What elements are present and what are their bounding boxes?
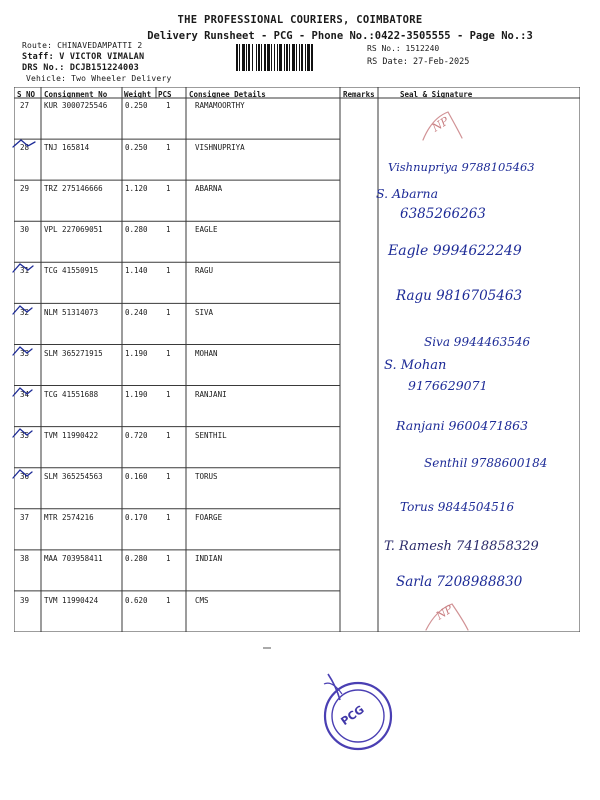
row-consignee: RAGU bbox=[195, 266, 214, 275]
row-sno: 27 bbox=[20, 101, 30, 110]
barcode-bar bbox=[307, 44, 310, 71]
barcode-bar bbox=[246, 44, 247, 71]
row-weight: 1.190 bbox=[125, 349, 148, 358]
row-weight: 0.250 bbox=[125, 101, 148, 110]
row-weight: 0.160 bbox=[125, 472, 148, 481]
row-weight: 0.250 bbox=[125, 143, 148, 152]
row-weight: 1.140 bbox=[125, 266, 148, 275]
barcode-bar bbox=[256, 44, 257, 71]
barcode-bar bbox=[274, 44, 275, 71]
row-sno: 36 bbox=[20, 472, 30, 481]
row-consignee: SENTHIL bbox=[195, 431, 227, 440]
row-pcs: 1 bbox=[166, 349, 171, 358]
handwritten-signature-36: Torus 9844504516 bbox=[400, 500, 515, 514]
barcode-bar bbox=[305, 44, 306, 71]
row-sno: 34 bbox=[20, 390, 30, 399]
barcode-bar bbox=[277, 44, 278, 71]
vehicle-label: Vehicle: Two Wheeler Delivery bbox=[26, 74, 172, 83]
row-pcs: 1 bbox=[166, 513, 171, 522]
row-pcs: 1 bbox=[166, 184, 171, 193]
row-consignee: ABARNA bbox=[195, 184, 223, 193]
row-weight: 0.240 bbox=[125, 308, 148, 317]
barcode-bar bbox=[292, 44, 295, 71]
barcode-bar bbox=[264, 44, 266, 71]
row-pcs: 1 bbox=[166, 431, 171, 440]
row-consignment: KUR 3000725546 bbox=[44, 101, 108, 110]
column-header-remarks: Remarks bbox=[343, 90, 375, 99]
row-consignee: MOHAN bbox=[195, 349, 218, 358]
handwritten-signature-31: Ragu 9816705463 bbox=[396, 288, 523, 304]
row-sno: 35 bbox=[20, 431, 30, 440]
barcode-bar bbox=[258, 44, 260, 71]
row-pcs: 1 bbox=[166, 101, 171, 110]
barcode-bar bbox=[242, 44, 245, 71]
row-consignment: MAA 703958411 bbox=[44, 554, 103, 563]
barcode-bar bbox=[289, 44, 290, 71]
rs-date: RS Date: 27-Feb-2025 bbox=[367, 57, 470, 67]
row-consignment: NLM 51314073 bbox=[44, 308, 99, 317]
barcode-bar bbox=[301, 44, 303, 71]
row-consignment: TNJ 165814 bbox=[44, 143, 90, 152]
column-header-sno: S NO bbox=[17, 90, 36, 99]
handwritten-signature-33: S. Mohan bbox=[384, 358, 447, 373]
handwritten-signature-38: Sarla 7208988830 bbox=[396, 574, 523, 590]
handwritten-signature-30: Eagle 9994622249 bbox=[388, 243, 522, 259]
row-consignee: FOARGE bbox=[195, 513, 223, 522]
handwritten-signature-37: T. Ramesh 7418858329 bbox=[384, 539, 539, 554]
barcode-bar bbox=[236, 44, 238, 71]
staff-label: Staff: V VICTOR VIMALAN bbox=[22, 52, 145, 62]
row-consignment: SLM 365271915 bbox=[44, 349, 103, 358]
row-consignment: TCG 41550915 bbox=[44, 266, 99, 275]
row-pcs: 1 bbox=[166, 308, 171, 317]
barcode-bar bbox=[286, 44, 288, 71]
row-consignee: CMS bbox=[195, 596, 209, 605]
row-pcs: 1 bbox=[166, 596, 171, 605]
row-consignment: TCG 41551688 bbox=[44, 390, 99, 399]
row-weight: 0.280 bbox=[125, 554, 148, 563]
row-weight: 0.170 bbox=[125, 513, 148, 522]
stamp-label: PCG bbox=[338, 702, 367, 729]
handwritten-phone-33: 9176629071 bbox=[408, 378, 488, 393]
row-sno: 37 bbox=[20, 513, 30, 522]
row-weight: 0.620 bbox=[125, 596, 148, 605]
handwritten-phone-29: 6385266263 bbox=[400, 206, 486, 222]
handwritten-signature-28: Vishnupriya 9788105463 bbox=[388, 160, 535, 174]
barcode-bar bbox=[279, 44, 282, 71]
handwritten-signature-34: Ranjani 9600471863 bbox=[396, 418, 529, 433]
row-sno: 39 bbox=[20, 596, 30, 605]
row-consignment: TVM 11990422 bbox=[44, 431, 99, 440]
row-consignee: TORUS bbox=[195, 472, 218, 481]
row-pcs: 1 bbox=[166, 472, 171, 481]
barcode-bar bbox=[299, 44, 300, 71]
row-consignee: SIVA bbox=[195, 308, 214, 317]
row-consignee: VISHNUPRIYA bbox=[195, 143, 245, 152]
drs-number: DRS No.: DCJB151224003 bbox=[22, 63, 139, 73]
column-header-pcs: PCS bbox=[158, 90, 172, 99]
barcode-bar bbox=[271, 44, 272, 71]
row-consignment: MTR 2574216 bbox=[44, 513, 94, 522]
row-weight: 0.280 bbox=[125, 225, 148, 234]
handwritten-np-39: NP bbox=[433, 602, 456, 623]
row-weight: 0.720 bbox=[125, 431, 148, 440]
company-title: THE PROFESSIONAL COURIERS, COIMBATORE bbox=[177, 14, 423, 26]
row-consignee: RAMAMOORTHY bbox=[195, 101, 245, 110]
row-sno: 38 bbox=[20, 554, 30, 563]
row-consignee: EAGLE bbox=[195, 225, 218, 234]
row-sno: 29 bbox=[20, 184, 30, 193]
barcode bbox=[236, 44, 358, 71]
row-sno: 33 bbox=[20, 349, 30, 358]
row-weight: 1.120 bbox=[125, 184, 148, 193]
barcode-bar bbox=[261, 44, 262, 71]
runsheet-subtitle: Delivery Runsheet - PCG - Phone No.:0422-3505555 - Page No.:3 bbox=[147, 30, 533, 42]
handwritten-signature-35: Senthil 9788600184 bbox=[424, 456, 548, 470]
row-sno: 30 bbox=[20, 225, 30, 234]
column-header-consignee: Consignee Details bbox=[189, 90, 266, 99]
barcode-bar bbox=[252, 44, 253, 71]
row-pcs: 1 bbox=[166, 266, 171, 275]
row-consignment: TVM 11990424 bbox=[44, 596, 99, 605]
row-consignee: INDIAN bbox=[195, 554, 223, 563]
barcode-bar bbox=[311, 44, 313, 71]
row-consignment: SLM 365254563 bbox=[44, 472, 103, 481]
row-sno: 31 bbox=[20, 266, 30, 275]
row-consignee: RANJANI bbox=[195, 390, 227, 399]
route-label: Route: CHINAVEDAMPATTI 2 bbox=[22, 41, 143, 50]
handwritten-signature-29: S. Abarna bbox=[376, 186, 439, 201]
row-pcs: 1 bbox=[166, 390, 171, 399]
row-pcs: 1 bbox=[166, 554, 171, 563]
column-header-consignment: Consignment No bbox=[44, 90, 108, 99]
row-consignment: TRZ 275146666 bbox=[44, 184, 103, 193]
handwritten-signature-32: Siva 9944463546 bbox=[424, 335, 531, 349]
column-header-seal: Seal & Signature bbox=[400, 90, 473, 99]
row-consignment: VPL 227069051 bbox=[44, 225, 103, 234]
handwritten-np-27: NP bbox=[429, 114, 452, 135]
rs-number: RS No.: 1512240 bbox=[367, 44, 440, 53]
barcode-bar bbox=[267, 44, 270, 71]
row-pcs: 1 bbox=[166, 143, 171, 152]
barcode-bar bbox=[248, 44, 250, 71]
barcode-bar bbox=[239, 44, 240, 71]
row-sno: 28 bbox=[20, 143, 30, 152]
barcode-bar bbox=[284, 44, 285, 71]
row-sno: 32 bbox=[20, 308, 30, 317]
barcode-bar bbox=[296, 44, 297, 71]
column-header-weight: Weight bbox=[124, 90, 152, 99]
row-pcs: 1 bbox=[166, 225, 171, 234]
row-weight: 1.190 bbox=[125, 390, 148, 399]
